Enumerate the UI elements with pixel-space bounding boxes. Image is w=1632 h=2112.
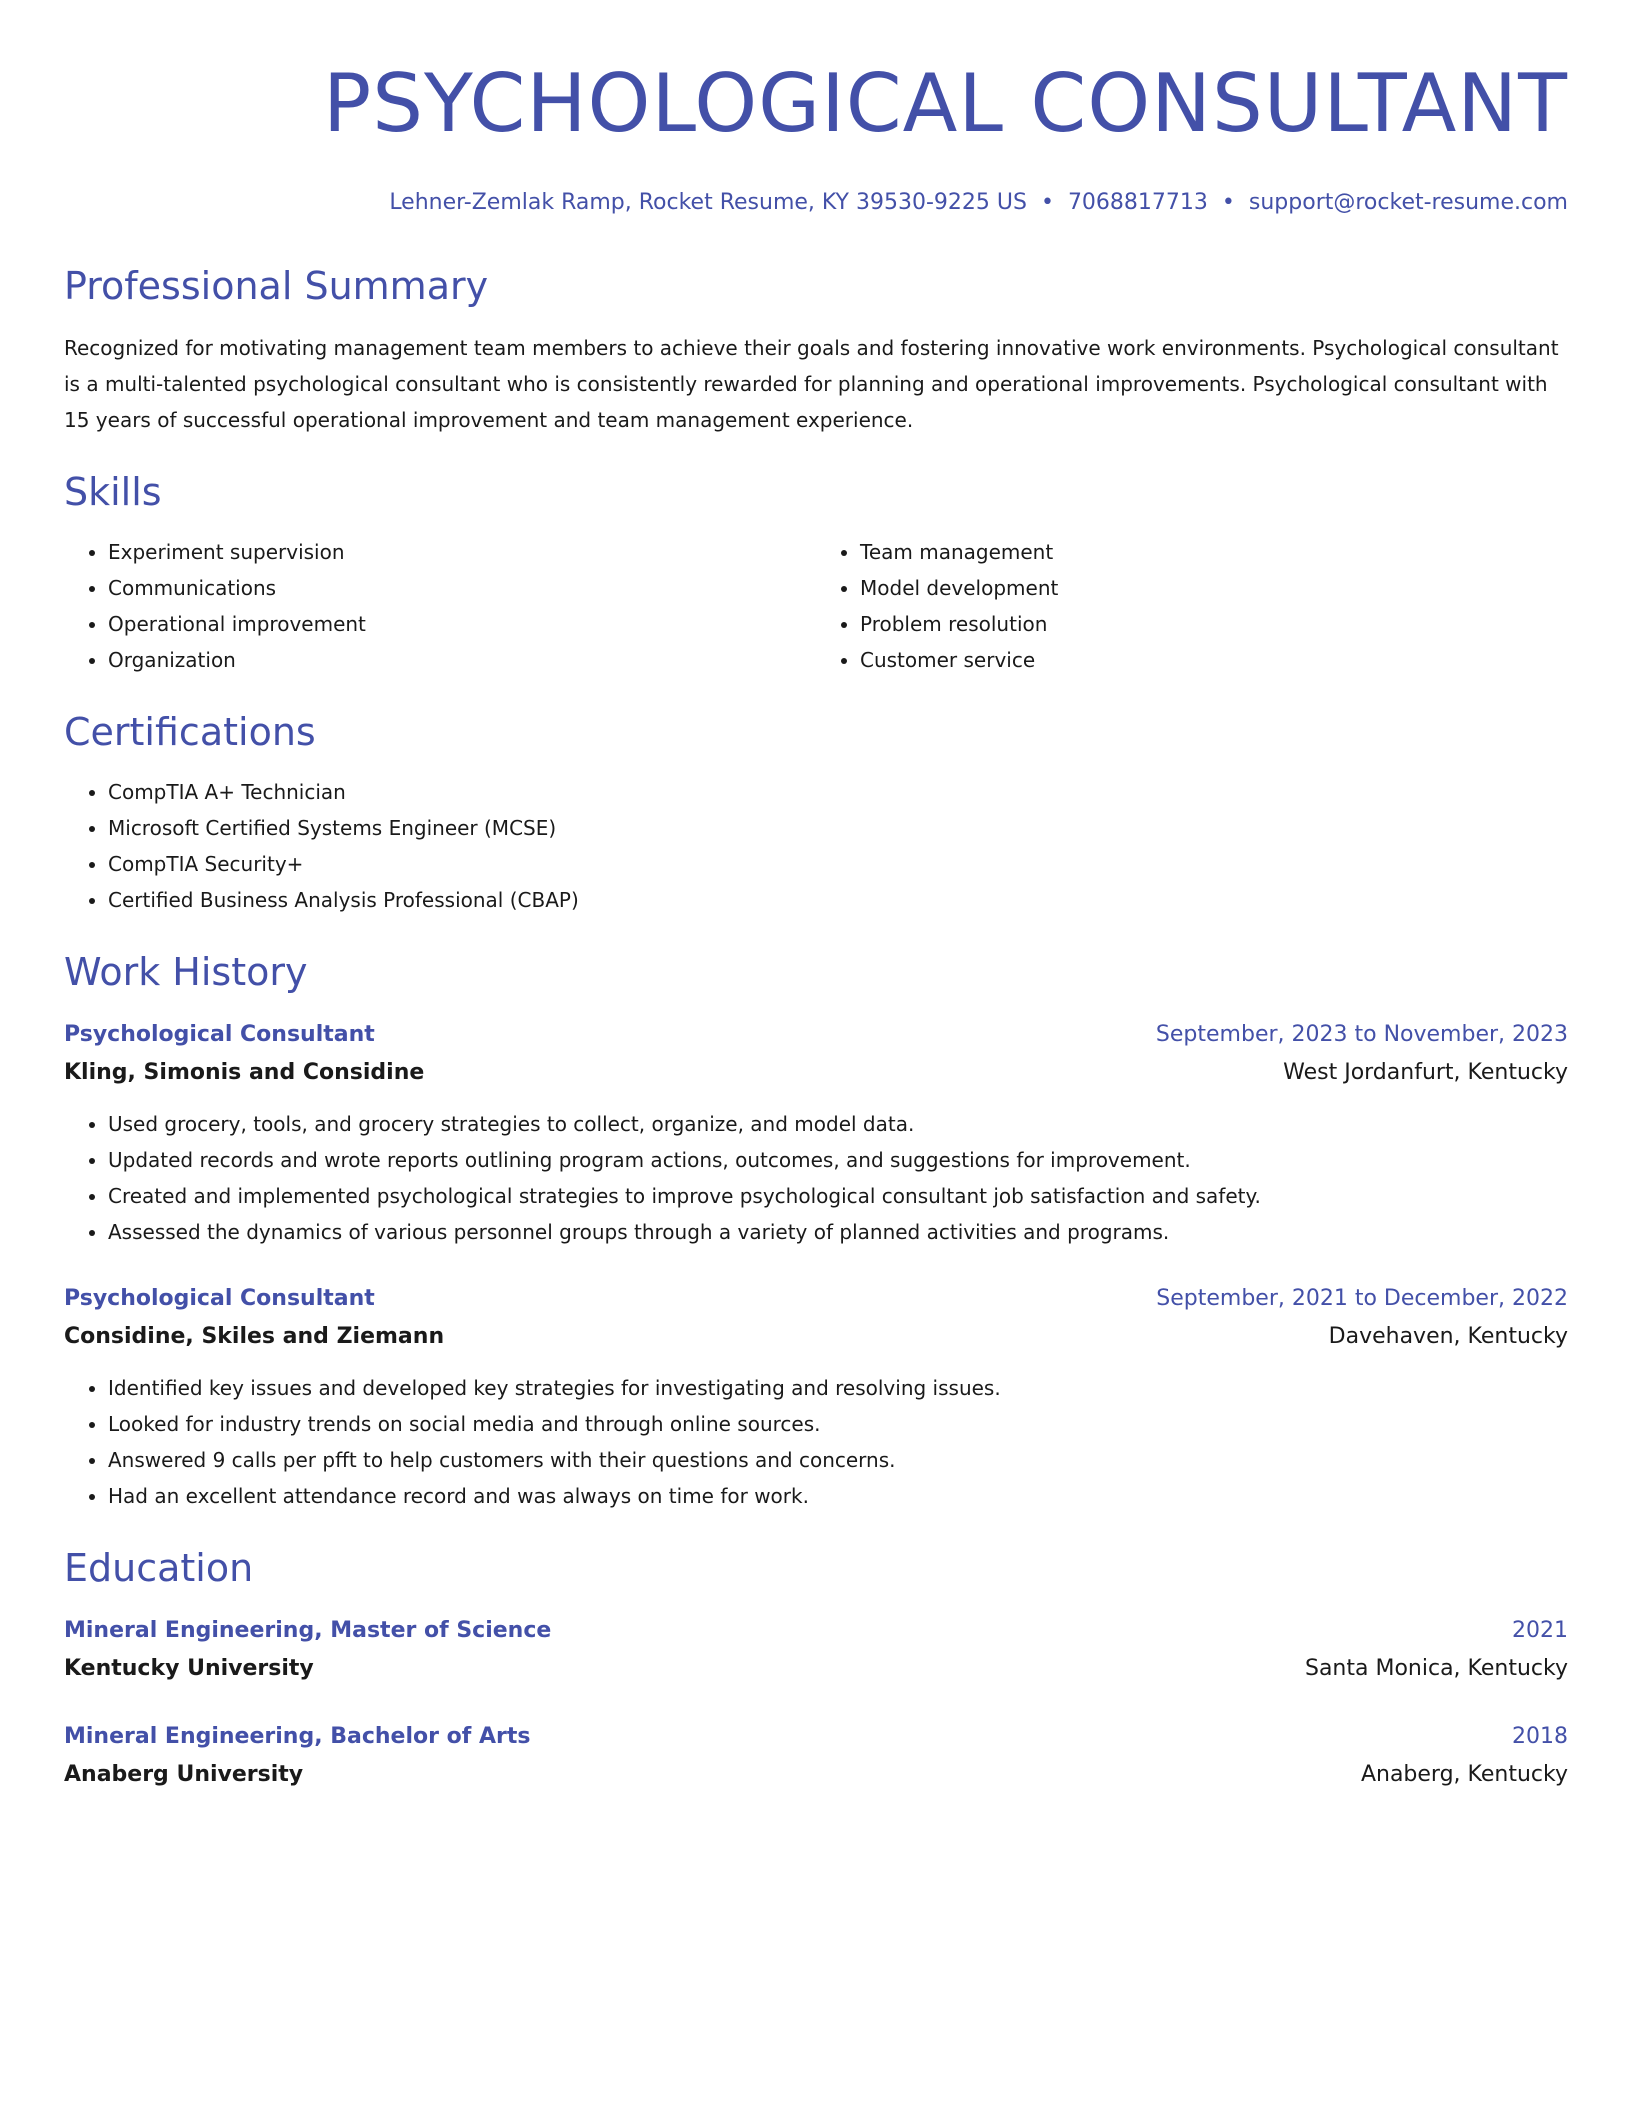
- skill-item: • Communications: [108, 570, 816, 606]
- summary-heading: Professional Summary: [64, 264, 489, 308]
- skill-item: • Problem resolution: [860, 606, 1568, 642]
- resume-header: [64, 54, 1568, 218]
- education-location: Santa Monica, Kentucky: [1304, 1656, 1568, 1681]
- education-degree: Mineral Engineering, Bachelor of Arts: [64, 1724, 531, 1749]
- certifications-heading: Certifications: [64, 710, 316, 754]
- job-company-row: [64, 1054, 1568, 1092]
- skills-column-left: [64, 534, 816, 678]
- job-bullet: • Assessed the dynamics of various personnel groups through a variety of planned activities and programs.: [108, 1214, 1568, 1250]
- job-role: Psychological Consultant: [64, 1022, 375, 1047]
- job-bullet: • Answered 9 calls per pfft to help customers with their questions and concerns.: [108, 1442, 1568, 1478]
- summary-section: [64, 262, 1568, 438]
- job-location: West Jordanfurt, Kentucky: [1283, 1060, 1568, 1085]
- skill-item: • Customer service: [860, 642, 1568, 678]
- job-company: Considine, Skiles and Ziemann: [64, 1324, 445, 1349]
- contact-separator: •: [1040, 190, 1054, 215]
- skills-heading: Skills: [64, 470, 162, 514]
- education-degree-row: [64, 1612, 1568, 1650]
- contact-email: support@rocket-resume.com: [1248, 190, 1568, 215]
- certifications-list: [64, 774, 1568, 918]
- education-school: Kentucky University: [64, 1656, 314, 1681]
- job-dates: September, 2021 to December, 2022: [1156, 1286, 1568, 1311]
- summary-text: Recognized for motivating management team members to achieve their goals and fostering innovative work environments. Psychological consultant is a multi-talented psychological consultant who is consistently rewarded for planning and operational improvements. Psychological consultant with 15 years of successful operational improvement and team management experience.: [64, 336, 1559, 432]
- job-entry: [64, 1280, 1568, 1514]
- skill-item: • Operational improvement: [108, 606, 816, 642]
- job-company-row: [64, 1318, 1568, 1356]
- skill-item: • Model development: [860, 570, 1568, 606]
- education-degree: Mineral Engineering, Master of Science: [64, 1618, 552, 1643]
- job-bullets: [64, 1370, 1568, 1514]
- certification-item: • CompTIA Security+: [108, 846, 1568, 882]
- job-bullet: • Updated records and wrote reports outlining program actions, outcomes, and suggestions for improvement.: [108, 1142, 1568, 1178]
- candidate-name: PSYCHOLOGICAL CONSULTANT: [322, 57, 1568, 150]
- job-bullet: • Looked for industry trends on social media and through online sources.: [108, 1406, 1568, 1442]
- education-entry: [64, 1718, 1568, 1794]
- certification-item: • Microsoft Certified Systems Engineer (MCSE): [108, 810, 1568, 846]
- education-degree-row: [64, 1718, 1568, 1756]
- job-role: Psychological Consultant: [64, 1286, 375, 1311]
- contact-phone: 7068817713: [1067, 190, 1208, 215]
- job-bullet: • Identified key issues and developed key strategies for investigating and resolving issues.: [108, 1370, 1568, 1406]
- job-bullets: [64, 1106, 1568, 1250]
- education-school-row: [64, 1650, 1568, 1688]
- job-title-row: [64, 1280, 1568, 1318]
- education-school: Anaberg University: [64, 1762, 304, 1787]
- education-year: 2021: [1512, 1618, 1568, 1643]
- work-history-section: [64, 948, 1568, 1514]
- job-entry: [64, 1016, 1568, 1250]
- education-school-row: [64, 1756, 1568, 1794]
- job-bullet: • Used grocery, tools, and grocery strategies to collect, organize, and model data.: [108, 1106, 1568, 1142]
- work-history-heading: Work History: [64, 950, 308, 994]
- certification-item: • CompTIA A+ Technician: [108, 774, 1568, 810]
- education-section: [64, 1544, 1568, 1794]
- job-location: Davehaven, Kentucky: [1328, 1324, 1568, 1349]
- education-year: 2018: [1512, 1724, 1568, 1749]
- contact-separator: •: [1221, 190, 1235, 215]
- job-company: Kling, Simonis and Considine: [64, 1060, 425, 1085]
- certifications-section: [64, 708, 1568, 918]
- contact-address: Lehner-Zemlak Ramp, Rocket Resume, KY 39530-9225 US: [389, 190, 1027, 215]
- education-heading: Education: [64, 1546, 254, 1590]
- job-dates: September, 2023 to November, 2023: [1155, 1022, 1568, 1047]
- job-bullet: • Had an excellent attendance record and was always on time for work.: [108, 1478, 1568, 1514]
- education-location: Anaberg, Kentucky: [1360, 1762, 1568, 1787]
- skills-column-right: [816, 534, 1568, 678]
- skills-grid: [64, 534, 1568, 678]
- job-bullet: • Created and implemented psychological strategies to improve psychological consultant job satisfaction and safety.: [108, 1178, 1568, 1214]
- education-entry: [64, 1612, 1568, 1688]
- skills-section: [64, 468, 1568, 678]
- skill-item: • Organization: [108, 642, 816, 678]
- skill-item: • Team management: [860, 534, 1568, 570]
- contact-line: [64, 188, 1568, 218]
- job-title-row: [64, 1016, 1568, 1054]
- skill-item: • Experiment supervision: [108, 534, 816, 570]
- certification-item: • Certified Business Analysis Professional (CBAP): [108, 882, 1568, 918]
